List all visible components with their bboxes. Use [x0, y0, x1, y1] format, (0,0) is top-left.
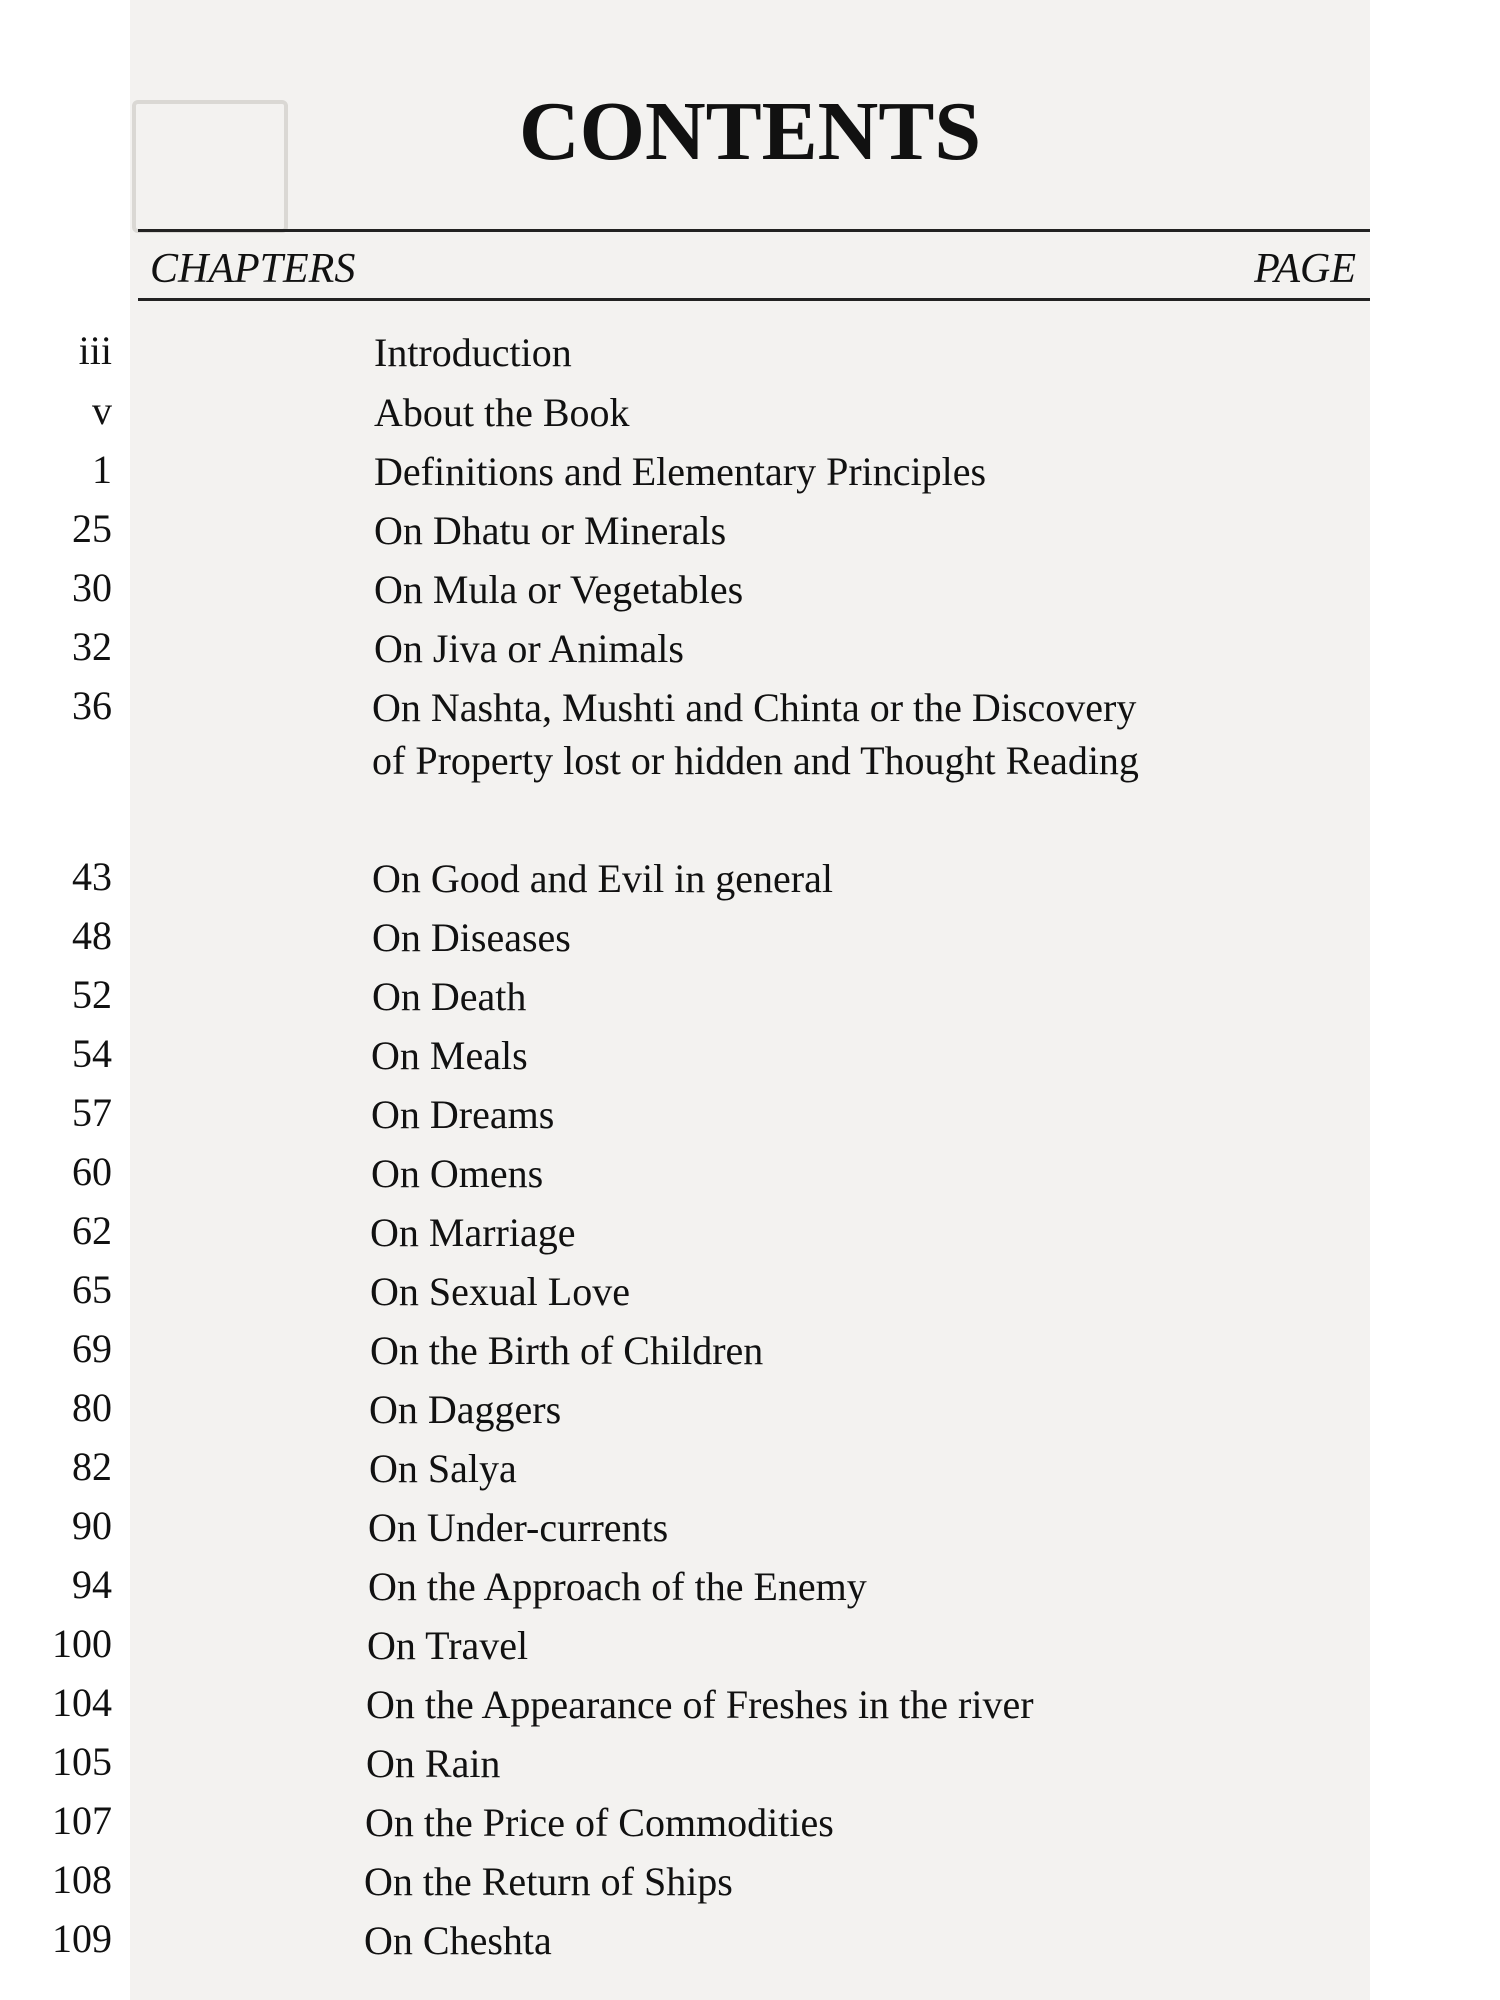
- page-title: CONTENTS: [518, 85, 982, 178]
- page-number: 105: [52, 1739, 112, 1784]
- chapter-title: Definitions and Elementary Principles: [374, 449, 987, 494]
- chapter-title: On Dreams: [371, 1092, 555, 1137]
- page-number: 100: [52, 1621, 112, 1666]
- page-number: 109: [52, 1916, 112, 1961]
- chapter-title: On the Birth of Children: [370, 1328, 764, 1373]
- book-page: [52, 0, 1370, 2000]
- page-number: 60: [72, 1149, 112, 1194]
- table-of-contents: [52, 0, 1370, 2000]
- chapter-title: On Travel: [367, 1623, 529, 1668]
- chapter-title: About the Book: [374, 390, 630, 435]
- chapter-title: Introduction: [374, 330, 572, 375]
- page-number: 94: [72, 1562, 112, 1607]
- page-number: 48: [72, 913, 112, 958]
- page-number: 107: [52, 1798, 112, 1843]
- chapters-column-header: CHAPTERS: [150, 246, 356, 292]
- chapter-title: On Omens: [371, 1151, 544, 1196]
- page-number: 65: [72, 1267, 112, 1312]
- page-number: 62: [72, 1208, 112, 1253]
- chapter-title: On Cheshta: [364, 1918, 552, 1963]
- chapter-title: On Nashta, Mushti and Chinta or the Discovery of Property lost or hidden and Thought Reading: [372, 685, 1139, 783]
- page-number: v: [92, 388, 112, 433]
- page-number: 43: [72, 854, 112, 899]
- chapter-title: On the Price of Commodities: [365, 1800, 834, 1845]
- chapter-title: On Daggers: [369, 1387, 562, 1432]
- page-number: 54: [72, 1031, 112, 1076]
- page-number: 104: [52, 1680, 112, 1725]
- page-number: 69: [72, 1326, 112, 1371]
- chapter-title: On Rain: [366, 1741, 501, 1786]
- chapter-title: On the Return of Ships: [364, 1859, 733, 1904]
- page-number: 82: [72, 1444, 112, 1489]
- chapter-title: On Under-currents: [368, 1505, 669, 1550]
- chapter-title: On Diseases: [372, 915, 571, 960]
- chapter-title: On Sexual Love: [370, 1269, 630, 1314]
- page-column-header: PAGE: [1254, 246, 1356, 292]
- chapter-title: On Salya: [369, 1446, 517, 1491]
- page-number: 36: [72, 683, 112, 728]
- page-number: 30: [72, 565, 112, 610]
- chapter-title: On Jiva or Animals: [374, 626, 684, 671]
- chapter-title: On the Appearance of Freshes in the river: [366, 1682, 1034, 1727]
- page-number: 80: [72, 1385, 112, 1430]
- chapter-title: On Dhatu or Minerals: [374, 508, 727, 553]
- chapter-title: On Good and Evil in general: [372, 856, 833, 901]
- page-number: 90: [72, 1503, 112, 1548]
- page-number: 25: [72, 506, 112, 551]
- page-number: iii: [78, 328, 112, 373]
- page-number: 57: [72, 1090, 112, 1135]
- chapter-title: On Marriage: [370, 1210, 576, 1255]
- page-number: 1: [92, 447, 112, 492]
- chapter-title: On the Approach of the Enemy: [368, 1564, 867, 1609]
- page-number: 52: [72, 972, 112, 1017]
- chapter-title: On Death: [372, 974, 527, 1019]
- page-number: 108: [52, 1857, 112, 1902]
- chapter-title: On Mula or Vegetables: [374, 567, 744, 612]
- chapter-title: On Meals: [371, 1033, 528, 1078]
- page-number: 32: [72, 624, 112, 669]
